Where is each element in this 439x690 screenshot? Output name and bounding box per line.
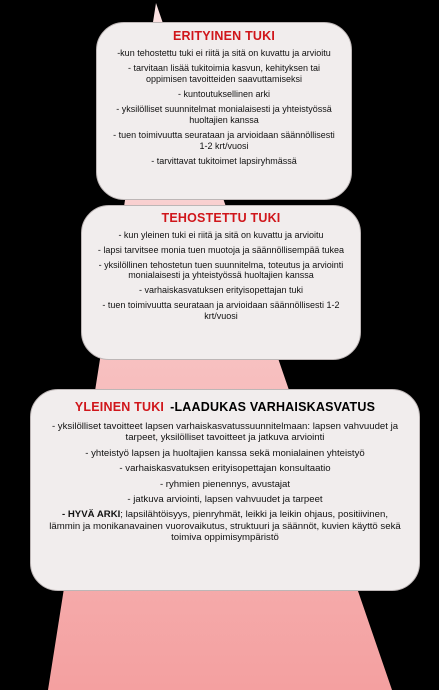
list-item: - tarvittavat tukitoimet lapsiryhmässä: [151, 156, 297, 166]
list-item: - kun yleinen tuki ei riitä ja sitä on kuvattu ja arvioitu: [118, 230, 324, 240]
list-item: - yksilölliset tavoitteet lapsen varhaiskasvatussuunnitelmaan: lapsen vahvuudet ja tarpeet, yksilölliset tavoitteet ja jatkuva arviointi: [51, 421, 399, 444]
list-item: - yhteistyö lapsen ja huoltajien kanssa sekä monialainen yhteistyö: [85, 447, 365, 459]
erityinen-tuki-title: ERITYINEN TUKI: [172, 29, 276, 43]
tehostettu-tuki-list: [94, 230, 348, 322]
list-item: - varhaiskasvatuksen erityisopettajan tuki: [138, 285, 304, 296]
hyva-arki-label: - HYVÄ ARKI: [62, 509, 121, 521]
list-item: - tuen toimivuutta seurataan ja arvioidaan säännöllisesti 1-2 krt/vuosi: [102, 299, 340, 321]
list-item: - ryhmien pienennys, avustajat: [159, 478, 291, 490]
yleinen-tuki-subtitle: -LAADUKAS VARHAISKASVATUS: [170, 400, 376, 414]
erityinen-tuki-list: [111, 48, 337, 167]
list-item: - yksilölliset suunnitelmat monialaisesti ja yhteistyössä huoltajien kanssa: [116, 104, 332, 125]
list-item-hyva-arki: [47, 509, 403, 543]
list-item: - tarvitaan lisää tukitoimia kasvun, kehityksen tai oppimisen tavoitteiden saavuttamiseksi: [127, 63, 321, 84]
box-tehostettu-tuki: [81, 205, 361, 360]
hyva-arki-text: ; lapsilähtöisyys, pienryhmät, leikki ja leikin ohjaus, positiivinen, lämmin ja monikanavainen vuorovaikutus, struktuuri ja säännöt, kuvien käyttö sekä toimiva oppimisympäristö: [49, 509, 401, 544]
list-item: - jatkuva arviointi, lapsen vahvuudet ja tarpeet: [127, 494, 323, 506]
list-item: - tuen toimivuutta seurataan ja arvioidaan säännöllisesti 1-2 krt/vuosi: [113, 130, 335, 151]
yleinen-tuki-list: [47, 421, 403, 544]
list-item: - yksilöllinen tehostetun tuen suunnitelma, toteutus ja arviointi monialaisesti ja yhteistyössä huoltajien kanssa: [98, 259, 344, 281]
box-yleinen-tuki: [30, 389, 420, 591]
tehostettu-tuki-title: TEHOSTETTU TUKI: [161, 211, 281, 225]
list-item: - kuntoutuksellinen arki: [177, 89, 271, 99]
list-item: - varhaiskasvatuksen erityisopettajan konsultaatio: [119, 463, 331, 475]
yleinen-tuki-title: YLEINEN TUKI: [74, 400, 165, 414]
box-erityinen-tuki: [96, 22, 352, 200]
yleinen-tuki-heading: [47, 400, 403, 415]
list-item: - lapsi tarvitsee monia tuen muotoja ja säännöllisempää tukea: [97, 244, 345, 255]
list-item: -kun tehostettu tuki ei riitä ja sitä on kuvattu ja arvioitu: [117, 48, 331, 58]
